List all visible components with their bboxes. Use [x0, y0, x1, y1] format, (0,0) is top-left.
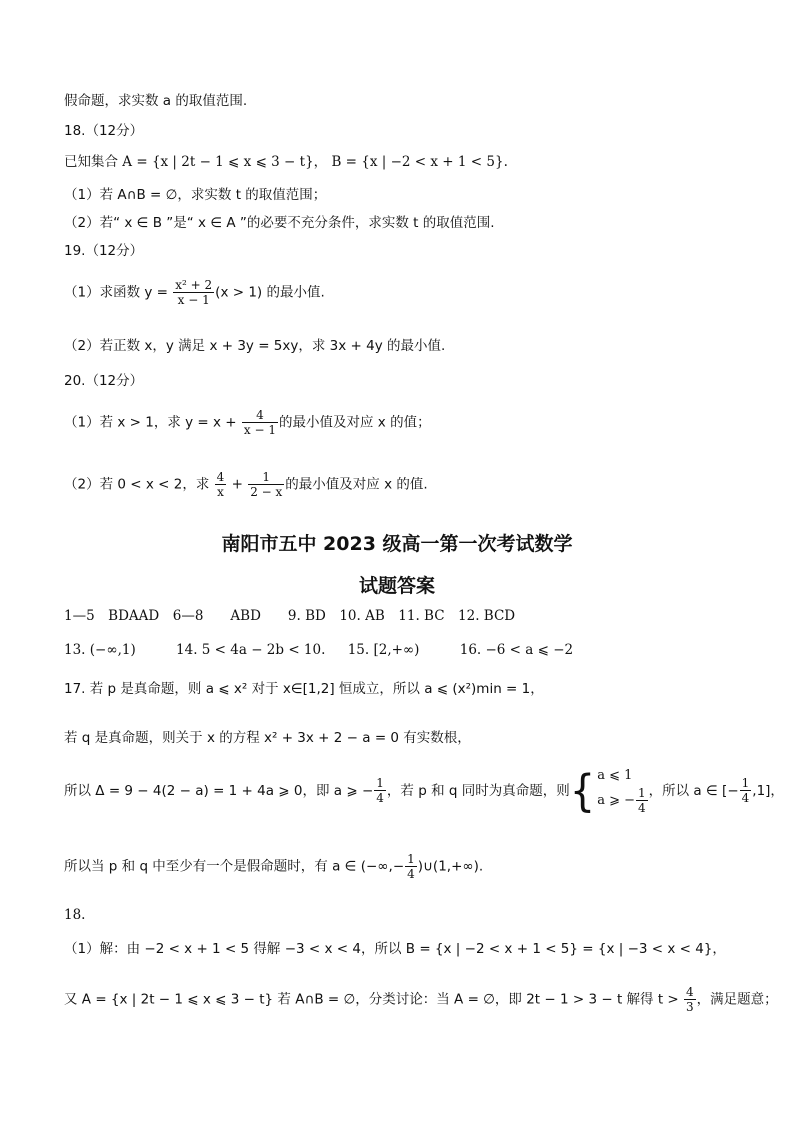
fraction [740, 776, 752, 805]
text-fragment: （2）若 0 < x < 2，求 [64, 476, 214, 493]
answer-16: 16. −6 < a ⩽ −2 [459, 642, 574, 658]
fraction [405, 852, 417, 881]
text-line: （1）若 A∩B = ∅，求实数 t 的取值范围； [64, 187, 327, 203]
answer-line: 若 q 是真命题，则关于 x 的方程 x² + 3x + 2 − a = 0 有实数根， [64, 730, 471, 746]
text-fragment: （1）若 x > 1，求 y = x + [64, 414, 241, 431]
text-fragment: 又 A = {x | 2t − 1 ⩽ x ⩽ 3 − t} 若 A∩B = ∅，分类讨论：当 A = ∅，即 2t − 1 > 3 − t 解得 t > [64, 991, 684, 1008]
question-heading: 18.（12分） [64, 123, 144, 139]
answer-14: 14. 5 < 4a − 2b < 10. [176, 642, 326, 658]
question-heading: 19.（12分） [64, 243, 144, 259]
text-fragment: （1）求函数 y = [64, 284, 173, 301]
answer-13: 13. (−∞,1) [64, 642, 136, 658]
text-fragment: a ⩾ − [597, 793, 635, 808]
fraction-denominator: x − 1 [177, 293, 210, 307]
fraction-numerator: 1 [407, 852, 415, 866]
system-row: a ⩽ 1 [597, 768, 633, 783]
fraction-numerator: 4 [242, 408, 278, 423]
inequality-system [597, 766, 648, 815]
fraction-numerator: 4 [686, 985, 694, 999]
text-fragment: ，满足题意； [696, 991, 778, 1008]
text-fragment: 所以当 p 和 q 中至少有一个是假命题时，有 a ∈ (−∞,− [64, 858, 405, 875]
fraction-numerator: x² + 2 [175, 278, 213, 292]
fraction [636, 786, 648, 815]
fraction-denominator: 4 [407, 867, 415, 881]
fraction-denominator: x [217, 485, 224, 499]
question-heading: 20.（12分） [64, 373, 144, 389]
answer-title: 南阳市五中 2023 级高一第一次考试数学 [221, 533, 573, 555]
answer-line: （1）解：由 −2 < x + 1 < 5 得解 −3 < x < 4，所以 B = {x | −2 < x + 1 < 5} = {x | −3 < x < 4}， [64, 941, 726, 957]
fraction-denominator: 2 − x [250, 485, 283, 499]
text-line: （2）若正数 x，y 满足 x + 3y = 5xy，求 3x + 4y 的最小值. [64, 338, 446, 354]
fraction [215, 470, 227, 499]
answer-15: 15. [2,+∞) [347, 642, 420, 658]
text-fragment: ，所以 a ∈ [− [648, 782, 739, 799]
text-fragment: ，若 p 和 q 同时为真命题，则 [386, 782, 570, 799]
math-expression: A = {x | 2t − 1 ⩽ x ⩽ 3 − t}， B = {x | −2 < x + 1 < 5}. [122, 154, 508, 170]
fraction-denominator: 4 [376, 791, 384, 805]
fraction [242, 408, 278, 437]
fraction [173, 278, 214, 307]
fraction [248, 470, 284, 499]
system-row [597, 786, 648, 815]
fraction-denominator: x − 1 [243, 423, 277, 437]
text-fragment: 已知集合 [64, 154, 123, 170]
fraction-denominator: 3 [686, 1000, 694, 1014]
text-line: （2）若“ x ∈ B ”是“ x ∈ A ”的必要不充分条件，求实数 t 的取值范围. [64, 215, 495, 231]
answer-line [64, 641, 573, 659]
fraction-numerator: 1 [638, 786, 646, 800]
fraction-numerator: 1 [248, 470, 284, 485]
fraction [374, 776, 386, 805]
left-brace: { [569, 765, 596, 816]
answer-heading: 18. [64, 907, 86, 923]
answer-line [64, 985, 778, 1014]
text-line [64, 278, 325, 307]
text-fragment: (x > 1) 的最小值. [215, 284, 325, 301]
answer-line: 17. 若 p 是真命题，则 a ⩽ x² 对于 x∈[1,2] 恒成立，所以 a ⩽ (x²)min = 1， [64, 681, 544, 697]
fraction-numerator: 1 [376, 776, 384, 790]
answer-line: 1—5 BDAAD 6—8 ABD 9. BD 10. AB 11. BC 12. BCD [64, 608, 516, 624]
text-fragment: ,1]， [752, 782, 784, 799]
fraction-numerator: 4 [216, 470, 225, 484]
text-line [64, 153, 508, 171]
text-fragment: )∪(1,+∞). [417, 858, 484, 875]
text-fragment: 的最小值及对应 x 的值； [279, 414, 431, 431]
text-line [64, 470, 428, 499]
text-line [64, 408, 431, 437]
fraction-denominator: 4 [638, 801, 646, 815]
fraction-denominator: 4 [741, 791, 750, 805]
text-fragment: + [227, 476, 248, 493]
fraction [684, 985, 696, 1014]
text-fragment: 的最小值及对应 x 的值. [285, 476, 428, 493]
answer-line [64, 852, 483, 881]
answer-subtitle: 试题答案 [358, 575, 435, 597]
fraction-numerator: 1 [741, 776, 750, 790]
text-fragment: 所以 Δ = 9 − 4(2 − a) = 1 + 4a ⩾ 0，即 a ⩾ − [64, 782, 374, 799]
answer-line [64, 766, 784, 826]
text-line: 假命题，求实数 a 的取值范围. [64, 93, 248, 109]
